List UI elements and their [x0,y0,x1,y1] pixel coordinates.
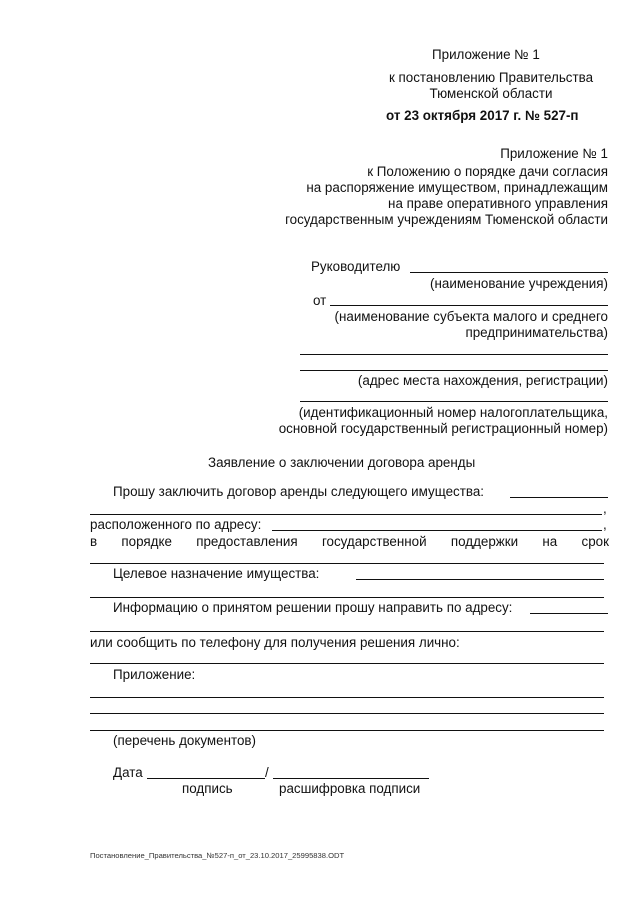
resolution-date-number: от 23 октября 2017 г. № 527-п [386,108,579,123]
statement-title: Заявление о заключении договора аренды [208,455,476,470]
ids-caption: (идентификационный номер налогоплательщика, [298,405,608,420]
footer-filename: Постановление_Правительства_№527-п_от_23.10.2017_25995838.ODT [90,851,345,860]
order-line [90,535,609,548]
from-name-line [330,305,608,306]
info-address-line [530,613,608,614]
order-word: предоставления [196,534,298,549]
purpose-text: Целевое назначение имущества: [113,566,320,581]
info-text: Информацию о принятом решении прошу направить по адресу: [113,600,513,615]
appendix2-line: на распоряжение имуществом, принадлежащим [306,180,608,195]
comma: , [603,517,607,532]
date-label: Дата [113,765,143,780]
docs-list-caption: (перечень документов) [113,733,256,748]
order-word: в [90,534,98,549]
appendix-title: Приложение № 1 [432,47,540,62]
resolution-reference: к постановлению Правительства [388,70,594,85]
attachment-line [90,730,604,731]
head-label: Руководителю [311,259,401,274]
signature-caption: подпись [182,781,233,796]
attachment-line [90,713,604,714]
address-value-line [272,530,602,531]
order-word: срок [581,534,609,549]
appendix2-title: Приложение № 1 [500,146,608,161]
from-caption: предпринимательства) [465,325,608,340]
address-line [300,370,608,371]
head-name-line [410,272,608,273]
slash: / [265,765,269,780]
order-word: порядке [121,534,172,549]
info-address-line [90,631,604,632]
address-line [300,354,608,355]
appendix2-line: к Положению о порядке дачи согласия [367,164,608,179]
ids-caption: основной государственный регистрационный номер) [278,421,608,436]
property-line [90,514,602,515]
head-caption: (наименование учреждения) [430,276,608,291]
property-line [510,497,608,498]
order-word: поддержки [450,534,519,549]
comma: , [603,501,607,516]
order-word: на [542,534,558,549]
signature-line [147,778,265,779]
ids-line [300,401,608,402]
attachment-text: Приложение: [113,667,196,682]
appendix2-line: на праве оперативного управления [388,196,608,211]
signature-decode-line [273,778,429,779]
term-line [90,563,604,564]
request-text: Прошу заключить договор аренды следующего имущества: [113,484,484,499]
located-text: расположенного по адресу: [90,517,262,532]
from-label: от [313,293,327,308]
phone-line [90,663,604,664]
phone-text: или сообщить по телефону для получения решения лично: [90,635,460,650]
attachment-line [90,697,604,698]
from-caption: (наименование субъекта малого и среднего [334,309,608,324]
region-name: Тюменской области [429,86,553,101]
decode-caption: расшифровка подписи [279,781,421,796]
purpose-line [90,597,604,598]
purpose-line [356,579,604,580]
address-caption: (адрес места нахождения, регистрации) [357,373,608,388]
appendix2-line: государственным учреждениям Тюменской области [285,212,608,227]
order-word: государственной [321,534,427,549]
